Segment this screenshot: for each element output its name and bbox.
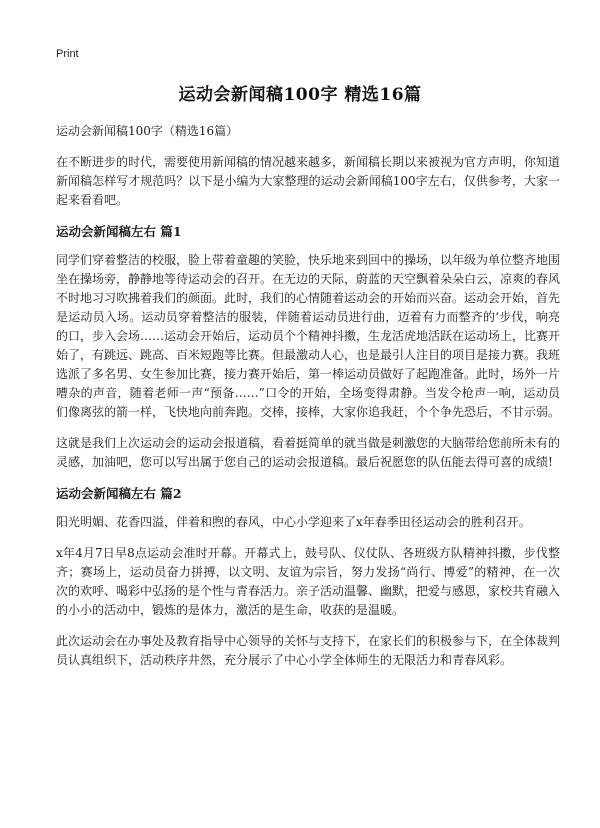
section2-paragraph-3: 此次运动会在办事处及教育指导中心领导的关怀与支持下，在家长们的积极参与下，在全体裁判员认真组织下，活动秩序井然，充分展示了中心小学全体师生的无限活力和青春风彩。 [56, 634, 561, 667]
section2-paragraph-2: x年4月7日早8点运动会准时开幕。开幕式上，鼓号队、仪仗队、各班级方队精神抖擞，步伐整齐；赛场上，运动员奋力拼搏，以文明、友谊为宗旨，努力发扬“尚行、博爱”的精神，在一次次的欢呼、喝彩中弘扬的是个性与青春活力。亲子活动温馨、幽默，把爱与感恩，家校共育融入的小小的活动中，锻炼的是体力，激活的是生命，收获的是温暖。 [56, 546, 561, 617]
section-heading-1: 运动会新闻稿左右 篇1 [56, 224, 182, 239]
section-heading-2: 运动会新闻稿左右 篇2 [56, 486, 182, 501]
intro-paragraph: 在不断进步的时代，需要使用新闻稿的情况越来越多，新闻稿长期以来被视为官方声明，你知道新闻稿怎样写才规范吗？以下是小编为大家整理的运动会新闻稿100字左右，仅供参考，大家一起来看看吧。 [56, 155, 561, 207]
article-subtitle: 运动会新闻稿100字（精选16篇） [56, 124, 239, 138]
page-title: 运动会新闻稿100字 精选16篇 [178, 85, 422, 105]
section1-paragraph-1: 同学们穿着整洁的校服，脸上带着童趣的笑脸，快乐地来到回中的操场，以年级为单位整齐地围坐在操场旁，静静地等待运动会的召开。在无边的天际，蔚蓝的天空飘着朵朵白云，凉爽的春风不时地习习吹拂着我们的颜面。此时，我们的心情随着运动会的开始而兴奋。运动会开始，首先是运动员入场。运动员穿着整洁的服装，伴随着运动员进行曲，迈着有力而整齐的‘步伐，响亮的口，步入会场……运动会开始后，运动员个个精神抖擞，生龙活虎地活跃在运动场上，比赛开始了，有跳远、跳高、百米短跑等比赛。但最激动人心，也是最引人注目的项目是接力赛。我班选派了多名男、女生参加比赛，接力赛开始后，第一棒运动员做好了起跑准备。此时，场外一片嘈杂的声音，随着老师一声“预备……”口令的开始，全场变得肃静。当发令枪声一响，运动员们像离弦的箭一样，飞快地向前奔跑。交棒，接棒，大家你追我赶，个个争先恐后，不甘示弱。 [56, 253, 561, 419]
section1-paragraph-2: 这就是我们上次运动会的运动会报道稿，看着挺简单的就当做是刺激您的大脑带给您前所未有的灵感，加油吧，您可以写出属于您自己的运动会报道稿。最后祝愿您的队伍能去得可喜的成绩! [56, 436, 561, 469]
article-body [56, 122, 560, 682]
section2-paragraph-1: 阳光明媚、花香四溢，伴着和煦的春风，中心小学迎来了x年春季田径运动会的胜利召开。 [56, 515, 531, 529]
print-label[interactable]: Print [56, 48, 79, 60]
